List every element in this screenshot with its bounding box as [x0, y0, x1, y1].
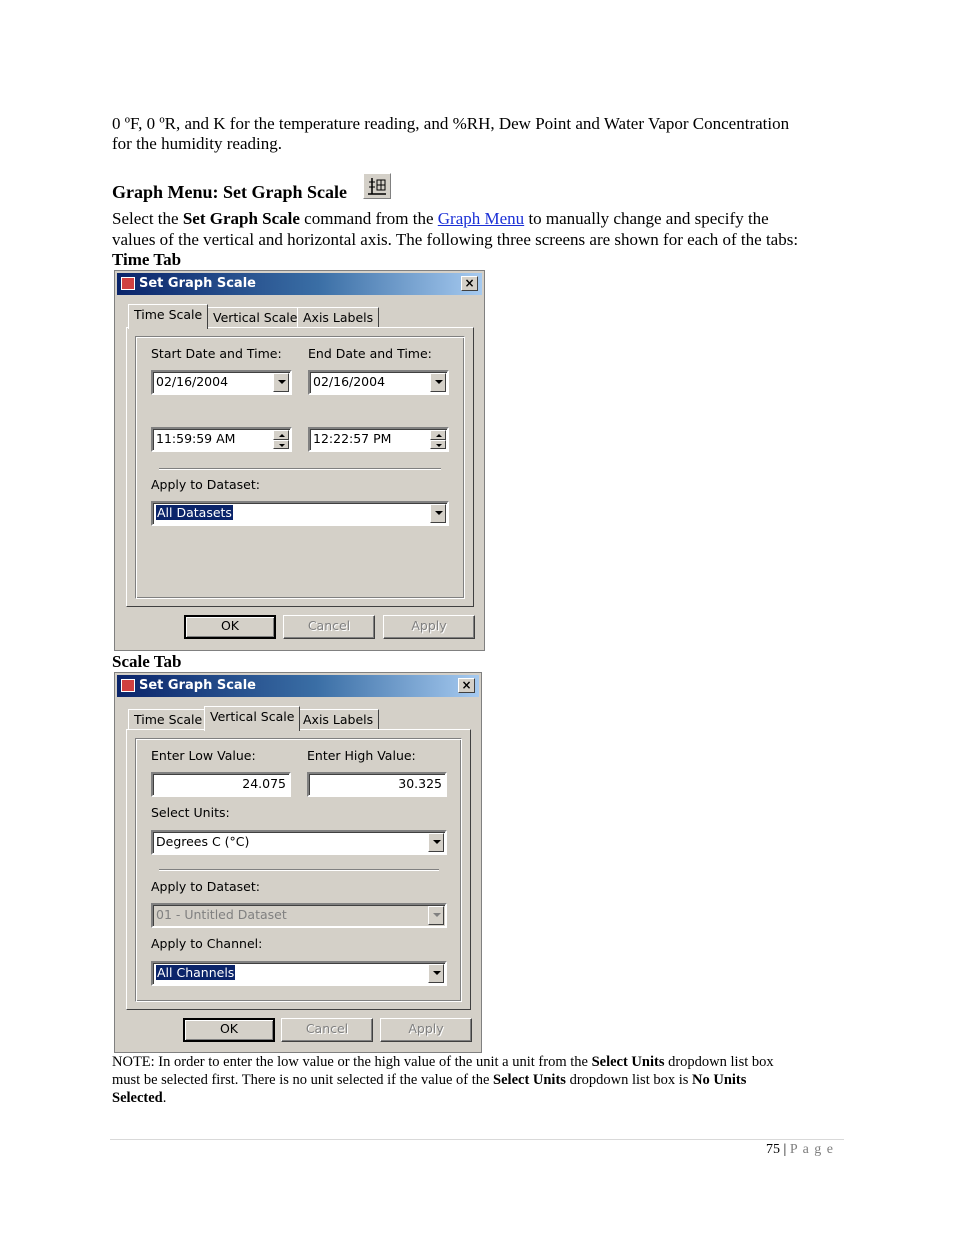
ok-button[interactable]: OK: [184, 615, 276, 639]
scale-tab-caption: Scale Tab: [112, 652, 182, 671]
low-value-label: Enter Low Value:: [151, 748, 256, 763]
channel-label: Apply to Channel:: [151, 936, 263, 951]
channel-select[interactable]: [151, 961, 447, 986]
dataset-select[interactable]: [151, 903, 447, 928]
app-icon: [121, 277, 135, 290]
app-icon: [121, 679, 135, 692]
graph-scale-icon: [363, 173, 391, 199]
end-time-value: 12:22:57 PM: [313, 431, 392, 446]
chevron-down-icon[interactable]: [430, 373, 446, 392]
text-run: dropdown list box: [664, 1054, 774, 1070]
spinner-icon[interactable]: [430, 430, 446, 449]
high-value-label: Enter High Value:: [307, 748, 416, 763]
dialog-titlebar: [117, 675, 479, 697]
tab-vertical-scale[interactable]: Vertical Scale: [204, 706, 300, 731]
note-paragraph: [112, 1053, 774, 1107]
chevron-down-icon[interactable]: [273, 373, 289, 392]
graph-menu-link[interactable]: Graph Menu: [437, 209, 525, 228]
spinner-icon[interactable]: [273, 430, 289, 449]
tab-vertical-scale[interactable]: Vertical Scale: [207, 307, 303, 329]
chevron-down-icon[interactable]: [428, 833, 444, 852]
footer-divider: [110, 1139, 844, 1140]
dataset-select[interactable]: [151, 501, 449, 526]
chevron-down-icon[interactable]: [428, 906, 444, 925]
start-date-value: 02/16/2004: [156, 374, 229, 389]
low-value-input[interactable]: 24.075: [151, 772, 291, 797]
command-name: Set Graph Scale: [182, 209, 300, 228]
intro-line-1: 0 ºF, 0 ºR, and K for the temperature reading, and %RH, Dew Point and Water Vapor Concentration: [112, 114, 790, 133]
text-run: must be selected first. There is no unit selected if the value of the: [112, 1072, 494, 1088]
intro-line-2: for the humidity reading.: [112, 134, 282, 153]
close-button[interactable]: ×: [461, 276, 478, 291]
footer-separator: |: [780, 1142, 790, 1157]
tab-axis-labels[interactable]: Axis Labels: [297, 709, 379, 731]
chevron-down-icon[interactable]: [428, 964, 444, 983]
tab-axis-labels[interactable]: Axis Labels: [297, 307, 379, 329]
apply-button[interactable]: Apply: [383, 615, 475, 639]
start-time-value: 11:59:59 AM: [156, 431, 236, 446]
end-date-label: End Date and Time:: [308, 346, 432, 361]
start-time-input[interactable]: [151, 427, 292, 452]
units-select[interactable]: [151, 830, 447, 855]
text-run: .: [162, 1090, 167, 1106]
dataset-label: Apply to Dataset:: [151, 477, 260, 492]
section-paragraph-line-1: [112, 208, 769, 229]
separator: [159, 468, 441, 470]
text-run: dropdown list box is: [565, 1072, 693, 1088]
note-line-1: [112, 1053, 774, 1071]
apply-button[interactable]: Apply: [380, 1018, 472, 1042]
channel-value: All Channels: [157, 965, 235, 980]
text-run: NOTE: In order to enter the low value or the high value of the unit a unit from the: [112, 1054, 592, 1070]
close-button[interactable]: ×: [458, 678, 475, 693]
end-date-value: 02/16/2004: [313, 374, 386, 389]
set-graph-scale-dialog-vertical: [114, 672, 482, 1053]
time-tab-caption: Time Tab: [112, 250, 182, 269]
chevron-down-icon[interactable]: [430, 504, 446, 523]
note-line-3: [112, 1089, 774, 1107]
ok-button[interactable]: OK: [183, 1018, 275, 1042]
dialog-title: Set Graph Scale: [139, 276, 256, 291]
dataset-value: All Datasets: [157, 505, 232, 520]
section-paragraph-line-2: values of the vertical and horizontal axis. The following three screens are shown for each of the tabs:: [112, 230, 799, 249]
start-date-picker[interactable]: [151, 370, 292, 395]
separator: [159, 869, 439, 871]
dialog-title: Set Graph Scale: [139, 678, 256, 693]
page-number: 75: [766, 1142, 780, 1157]
tab-time-scale[interactable]: Time Scale: [128, 709, 208, 731]
text-run: Selected: [112, 1090, 163, 1106]
page-footer: [766, 1142, 834, 1158]
text-run: Select Units: [493, 1072, 566, 1088]
end-date-picker[interactable]: [308, 370, 449, 395]
dialog-titlebar: [117, 273, 482, 295]
cancel-button[interactable]: Cancel: [281, 1018, 373, 1042]
note-line-2: [112, 1071, 774, 1089]
page-word: P a g e: [789, 1142, 835, 1157]
end-time-input[interactable]: [308, 427, 449, 452]
set-graph-scale-dialog-time: [114, 270, 485, 651]
dataset-label: Apply to Dataset:: [151, 879, 260, 894]
tab-time-scale[interactable]: Time Scale: [128, 304, 208, 329]
cancel-button[interactable]: Cancel: [283, 615, 375, 639]
text-run: Select Units: [591, 1054, 665, 1070]
section-heading: Graph Menu: Set Graph Scale: [112, 182, 348, 202]
units-value: Degrees C (°C): [156, 834, 250, 849]
tab-panel: [126, 327, 474, 607]
tab-panel: [126, 729, 471, 1010]
text-run: Select the: [112, 209, 183, 228]
text-run: to manually change and specify the: [524, 209, 769, 228]
text-run: No Units: [692, 1072, 747, 1088]
start-date-label: Start Date and Time:: [151, 346, 282, 361]
high-value-input[interactable]: 30.325: [307, 772, 447, 797]
dataset-value: 01 - Untitled Dataset: [156, 907, 287, 922]
text-run: command from the: [299, 209, 438, 228]
units-label: Select Units:: [151, 805, 230, 820]
